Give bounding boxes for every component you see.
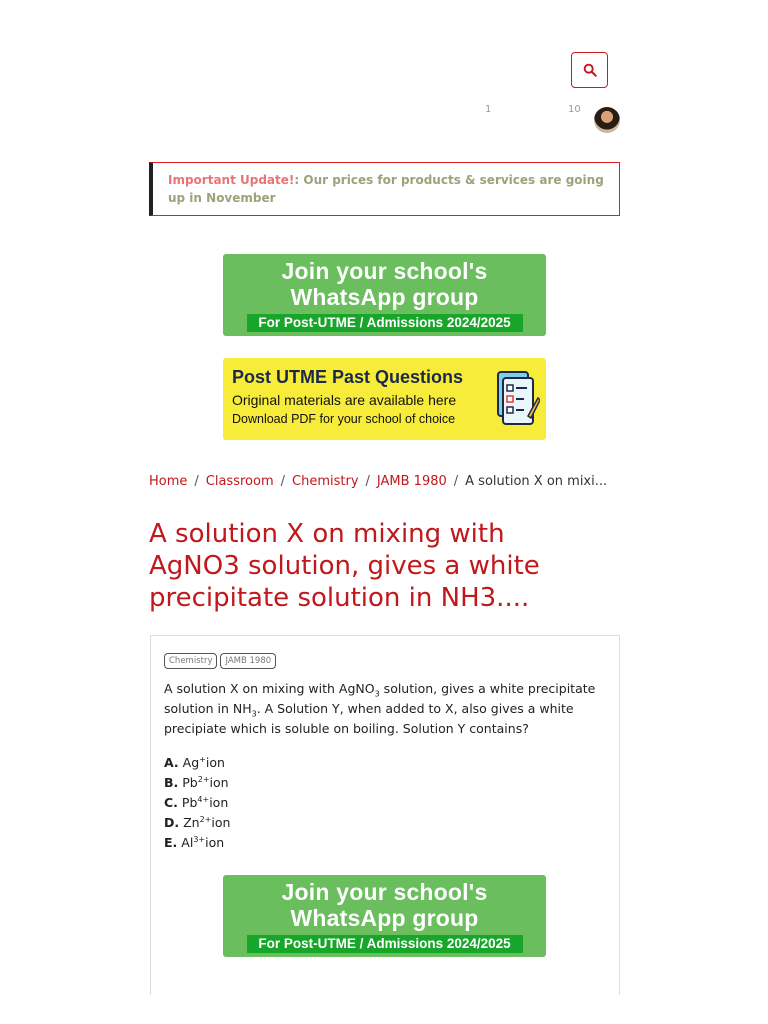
search-button[interactable] <box>571 52 608 88</box>
breadcrumb-current: A solution X on mixi... <box>465 474 608 489</box>
banner-line-3: For Post-UTME / Admissions 2024/2025 <box>247 935 523 953</box>
whatsapp-group-banner-bottom[interactable] <box>223 875 546 957</box>
breadcrumb-chemistry[interactable]: Chemistry <box>292 474 359 489</box>
option-e[interactable]: E. $Al^{3+}ion$ <box>164 834 225 850</box>
breadcrumb-home[interactable]: Home <box>149 474 188 489</box>
tag-chemistry[interactable]: Chemistry <box>164 653 217 669</box>
banner-line-1: Join your school's <box>281 258 488 284</box>
page-title: A solution X on mixing with AgNO3 solution, gives a white precipitate solution in NH3.... <box>149 519 540 613</box>
answer-options <box>164 753 606 853</box>
breadcrumb-classroom[interactable]: Classroom <box>205 474 274 489</box>
banner-line-1: Join your school's <box>281 879 488 905</box>
counter-ten: 10 <box>568 104 581 115</box>
whatsapp-group-banner[interactable] <box>223 254 546 336</box>
option-c[interactable]: C. $Pb^{4+}ion$ <box>164 794 229 810</box>
notice-label: Important Update! <box>168 173 295 187</box>
price-update-notice <box>149 162 620 216</box>
counter-one: 1 <box>485 104 492 115</box>
tag-list <box>164 653 606 669</box>
breadcrumb: Home / Classroom / Chemistry / JAMB 1980 / A solution X on mixi... <box>149 474 608 489</box>
banner-line-2: WhatsApp group <box>290 905 479 931</box>
past-questions-banner[interactable] <box>223 358 546 440</box>
search-icon <box>583 63 597 77</box>
tag-jamb-1980[interactable]: JAMB 1980 <box>220 653 276 669</box>
banner-caption: Download PDF for your school of choice <box>232 412 456 426</box>
question-text: A solution X on mixing with AgNO$_3$ solution, gives a white precipitate solution in $NH_3$. A Solution Y, when added to X, also gives a white precipiate which is soluble on boiling. Solution Y contains? <box>164 681 596 736</box>
option-b[interactable]: B. $Pb^{2+}ion$ <box>164 774 229 790</box>
option-d[interactable]: D. $Zn^{2+}ion$ <box>164 814 231 830</box>
checklist-document-icon <box>494 370 540 428</box>
avatar[interactable] <box>594 107 620 133</box>
banner-subtitle: Original materials are available here <box>232 392 457 408</box>
breadcrumb-jamb-1980[interactable]: JAMB 1980 <box>376 474 447 489</box>
banner-line-3: For Post-UTME / Admissions 2024/2025 <box>247 314 523 332</box>
option-a[interactable]: A. Ag+ion <box>164 754 225 770</box>
banner-line-2: WhatsApp group <box>290 284 479 310</box>
banner-title: Post UTME Past Questions <box>232 367 464 387</box>
notice-text: : Our prices for products & services are going up in November <box>168 173 604 205</box>
